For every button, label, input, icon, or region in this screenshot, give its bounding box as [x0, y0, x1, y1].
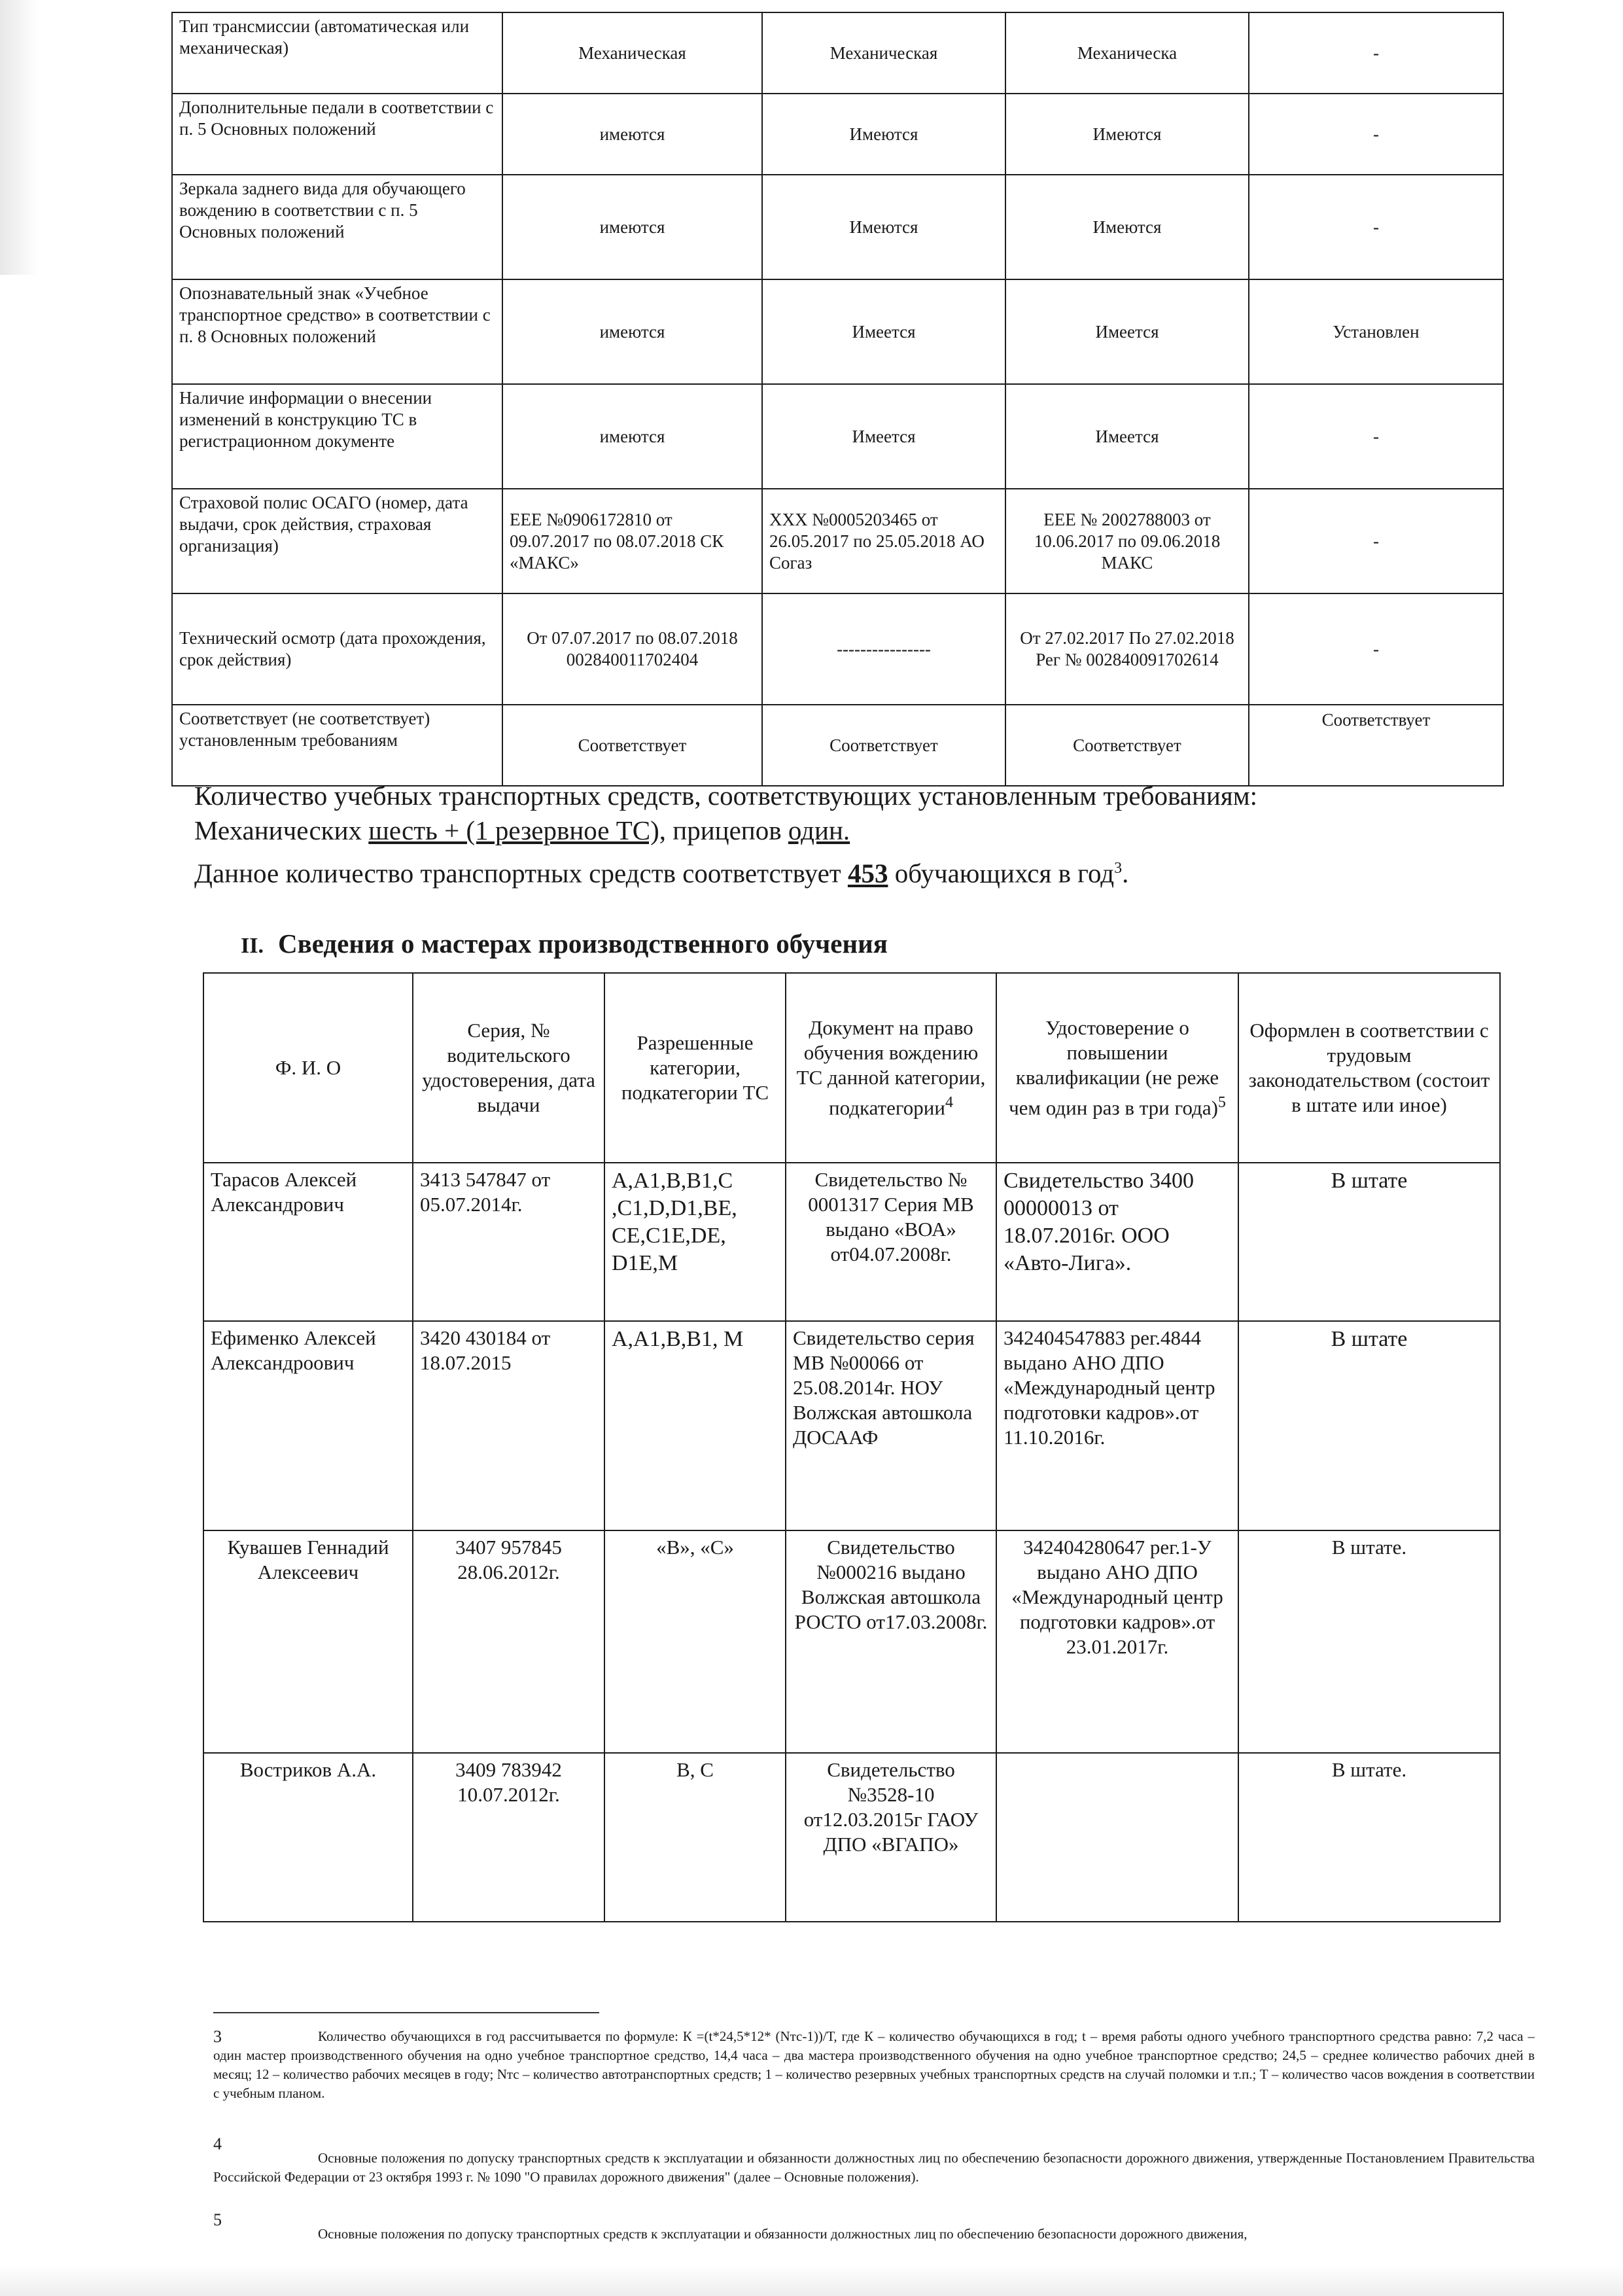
- header-document-text: Документ на право обучения вождению ТС данной категории, подкатегории: [796, 1016, 986, 1120]
- table-cell: Имеются: [1005, 94, 1249, 175]
- table-cell: От 27.02.2017 По 27.02.2018 Рег № 002840091702614: [1005, 593, 1249, 705]
- table-row: [172, 175, 1503, 279]
- cell-employment: В штате.: [1238, 1530, 1500, 1753]
- vehicles-table: [171, 12, 1504, 786]
- trailer-count: один.: [788, 815, 850, 845]
- cell-certificate: 342404280647 рег.1-У выдано АНО ДПО «Международный центр подготовки кадров».от 23.01.2017г.: [996, 1530, 1238, 1753]
- cell-fio: Кувашев Геннадий Алексеевич: [203, 1530, 413, 1753]
- table-row: [203, 1163, 1500, 1321]
- row-label: Опознавательный знак «Учебное транспортное средство» в соответствии с п. 8 Основных положений: [172, 279, 502, 384]
- cell-categories: «В», «С»: [604, 1530, 786, 1753]
- cell-employment: В штате: [1238, 1321, 1500, 1530]
- table-row: [172, 384, 1503, 489]
- table-row: [172, 279, 1503, 384]
- header-row: [203, 973, 1500, 1163]
- header-employment: Оформлен в соответствии с трудовым законодательством (состоит в штате или иное): [1238, 973, 1500, 1163]
- table-cell: Механическа: [1005, 12, 1249, 94]
- table-cell: Соответствует: [1005, 705, 1249, 786]
- footnote-mark: 5: [213, 2210, 222, 2229]
- cell-license: 3420 430184 от 18.07.2015: [413, 1321, 604, 1530]
- row-label: Зеркала заднего вида для обучающего вождению в соответствии с п. 5 Основных положений: [172, 175, 502, 279]
- summary-line-1: Количество учебных транспортных средств, соответствующих установленным требованиям:: [194, 781, 1258, 811]
- cell-license: 3407 957845 28.06.2012г.: [413, 1530, 604, 1753]
- table-cell: ЕЕЕ №0906172810 от 09.07.2017 по 08.07.2018 СК «МАКС»: [502, 489, 762, 593]
- table-cell: ----------------: [762, 593, 1005, 705]
- table-cell: Соответствует: [502, 705, 762, 786]
- cell-document: Свидетельство серия МВ №00066 от 25.08.2014г. НОУ Волжская автошкола ДОСААФ: [786, 1321, 996, 1530]
- footnote-ref: 5: [1217, 1093, 1226, 1111]
- section-title: Сведения о мастерах производственного обучения: [277, 928, 888, 959]
- table-cell: Установлен: [1249, 279, 1503, 384]
- students-count: 453: [847, 858, 888, 889]
- footnote-ref: 4: [945, 1093, 953, 1111]
- cell-categories: А,А1,В,В1, М: [604, 1321, 786, 1530]
- footnote-separator: [213, 2012, 599, 2013]
- summary-text: прицепов: [666, 815, 788, 845]
- table-row: [172, 593, 1503, 705]
- cell-license: 3413 547847 от 05.07.2014г.: [413, 1163, 604, 1321]
- table-cell: Механическая: [502, 12, 762, 94]
- table-cell: Имеется: [1005, 279, 1249, 384]
- table-cell: Соответствует: [762, 705, 1005, 786]
- header-fio: Ф. И. О: [203, 973, 413, 1163]
- footnote-mark: 3: [213, 2027, 222, 2046]
- footnote-5: [213, 2210, 1535, 2244]
- scan-bottom-shadow: [0, 2264, 1623, 2296]
- table-cell: Имеется: [762, 384, 1005, 489]
- table-cell: имеются: [502, 175, 762, 279]
- section-number: II.: [241, 934, 264, 958]
- table-row: [172, 489, 1503, 593]
- footnote-text: Основные положения по допуску транспортных средств к эксплуатации и обязанности должностных лиц по обеспечению безопасности дорожного движения, утвержденные Постановлением Правительства Российской Федерации от 23 октября 1993 г. № 1090 "О правилах дорожного движения" (далее – Основные положения).: [213, 2150, 1535, 2185]
- table-cell: -: [1249, 94, 1503, 175]
- footnote-mark: 4: [213, 2134, 222, 2153]
- header-certificate-text: Удостоверение о повышении квалификации (не реже чем один раз в три года): [1009, 1016, 1219, 1120]
- instructors-table: [203, 972, 1501, 1922]
- table-cell: Имеются: [762, 94, 1005, 175]
- cell-document: Свидетельство № 0001317 Серия МВ выдано «ВОА» от04.07.2008г.: [786, 1163, 996, 1321]
- table-cell: -: [1249, 384, 1503, 489]
- cell-employment: В штате: [1238, 1163, 1500, 1321]
- cell-certificate: 342404547883 рег.4844 выдано АНО ДПО «Международный центр подготовки кадров».от 11.10.2016г.: [996, 1321, 1238, 1530]
- table-cell: Имеются: [762, 175, 1005, 279]
- summary-line-3: [194, 851, 1128, 891]
- table-cell: имеются: [502, 384, 762, 489]
- cell-document: Свидетельство №3528-10 от12.03.2015г ГАОУ ДПО «ВГАПО»: [786, 1753, 996, 1922]
- cell-fio: Востриков А.А.: [203, 1753, 413, 1922]
- table-cell: имеются: [502, 279, 762, 384]
- cell-fio: Ефименко Алексей Александроович: [203, 1321, 413, 1530]
- cell-fio: Тарасов Алексей Александрович: [203, 1163, 413, 1321]
- table-cell: имеются: [502, 94, 762, 175]
- summary-line-2: [194, 813, 850, 847]
- table-cell: ХХХ №0005203465 от 26.05.2017 по 25.05.2018 АО Согаз: [762, 489, 1005, 593]
- table-cell: Имеется: [1005, 384, 1249, 489]
- cell-categories: А,А1,В,В1,С ,С1,D,D1,BE, CE,C1E,DE, D1E,M: [604, 1163, 786, 1321]
- cell-document: Свидетельство №000216 выдано Волжская автошкола РОСТО от17.03.2008г.: [786, 1530, 996, 1753]
- row-label: Соответствует (не соответствует) установленным требованиям: [172, 705, 502, 786]
- cell-categories: В, С: [604, 1753, 786, 1922]
- table-cell: Механическая: [762, 12, 1005, 94]
- header-document: [786, 973, 996, 1163]
- cell-certificate: [996, 1753, 1238, 1922]
- table-row: [172, 12, 1503, 94]
- cell-license: 3409 783942 10.07.2012г.: [413, 1753, 604, 1922]
- table-cell: -: [1249, 12, 1503, 94]
- footnote-4: [213, 2134, 1535, 2187]
- table-cell: Соответствует: [1249, 705, 1503, 786]
- cell-employment: В штате.: [1238, 1753, 1500, 1922]
- footnote-3: [213, 2027, 1535, 2103]
- summary-text: Механических: [194, 815, 369, 845]
- row-label: Тип трансмиссии (автоматическая или механическая): [172, 12, 502, 94]
- table-cell: Имеются: [1005, 175, 1249, 279]
- table-cell: -: [1249, 489, 1503, 593]
- scan-edge-shadow: [0, 0, 39, 275]
- row-label: Страховой полис ОСАГО (номер, дата выдачи, срок действия, страховая организация): [172, 489, 502, 593]
- table-cell: От 07.07.2017 по 08.07.2018 002840011702404: [502, 593, 762, 705]
- row-label: Технический осмотр (дата прохождения, срок действия): [172, 593, 502, 705]
- footnote-text: Основные положения по допуску транспортных средств к эксплуатации и обязанности должностных лиц по обеспечению безопасности дорожного движения,: [318, 2226, 1248, 2242]
- table-cell: ЕЕЕ № 2002788003 от 10.06.2017 по 09.06.2018 МАКС: [1005, 489, 1249, 593]
- row-label: Наличие информации о внесении изменений в конструкцию ТС в регистрационном документе: [172, 384, 502, 489]
- header-categories: Разрешенные категории, подкатегории ТС: [604, 973, 786, 1163]
- summary-text: обучающихся в год: [888, 858, 1115, 889]
- cell-certificate: Свидетельство 3400 00000013 от 18.07.2016г. ООО «Авто-Лига».: [996, 1163, 1238, 1321]
- table-row: [203, 1530, 1500, 1753]
- table-row: [203, 1753, 1500, 1922]
- header-certificate: [996, 973, 1238, 1163]
- row-label: Дополнительные педали в соответствии с п. 5 Основных положений: [172, 94, 502, 175]
- section-heading: [241, 928, 888, 959]
- summary-text: Данное количество транспортных средств соответствует: [194, 858, 848, 889]
- table-cell: -: [1249, 175, 1503, 279]
- footnote-text: Количество обучающихся в год рассчитывается по формуле: К =(t*24,5*12* (Nтс-1))/Т, где К – количество обучающихся в год; t – время работы одного учебного транспортного средства равно: 7,2 часа – один мастер производственного обучения на одно учебное транспортное средство, 14,4 часа – два мастера производственного обучения на одно учебное транспортное средство; 24,5 – среднее количество рабочих дней в месяц; 12 – количество рабочих месяцев в году; Nтс – количество автотранспортных средств; 1 – количество резервных учебных транспортных средств на случай поломки и т.п.; Т – количество часов вождения в соответствии с учебным планом.: [213, 2028, 1535, 2101]
- summary-text: .: [1122, 858, 1129, 889]
- vehicle-count: шесть + (1 резервное ТС),: [368, 815, 667, 845]
- table-row: [172, 94, 1503, 175]
- table-row: [203, 1321, 1500, 1530]
- footnote-ref: 3: [1114, 860, 1123, 877]
- table-cell: -: [1249, 593, 1503, 705]
- table-cell: Имеется: [762, 279, 1005, 384]
- header-license: Серия, № водительского удостоверения, дата выдачи: [413, 973, 604, 1163]
- table-row: [172, 705, 1503, 786]
